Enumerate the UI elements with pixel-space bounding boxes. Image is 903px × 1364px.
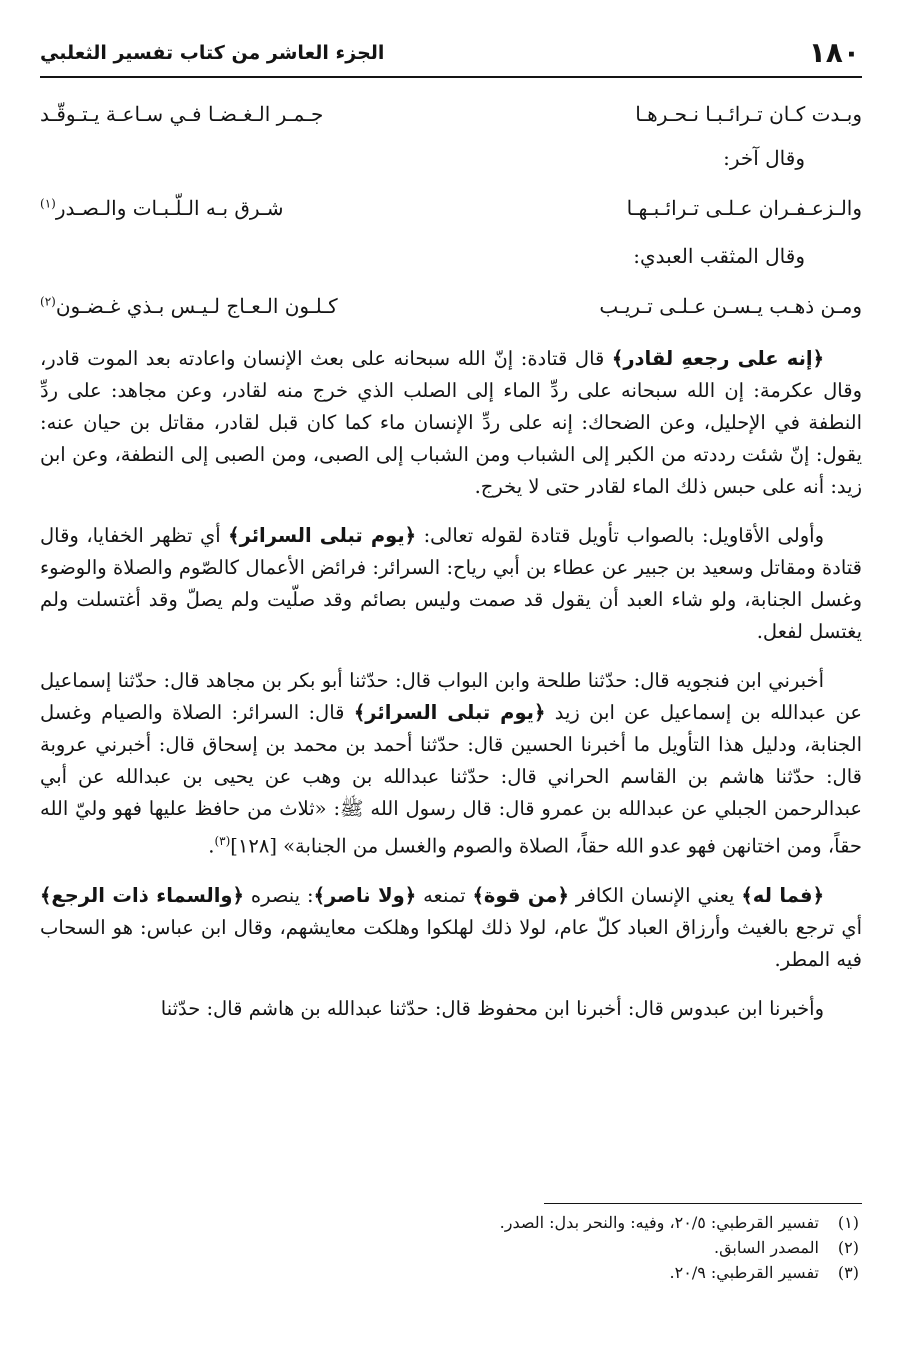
quran-quote: ﴿يوم تبلى السرائر﴾ — [228, 524, 417, 547]
poem-verse-1 — [40, 102, 862, 142]
paragraph-text: يعني الإنسان الكافر — [568, 883, 742, 907]
footnote-1 — [500, 1210, 859, 1235]
footnote-number: (٢) — [837, 1238, 859, 1257]
paragraph-end: . — [208, 834, 215, 858]
footnotes — [500, 1210, 859, 1285]
quran-quote: ﴿فما له﴾ — [741, 883, 824, 907]
paragraph-text: وأولى الأقاويل: بالصواب تأويل قتادة لقوله تعالى: — [416, 524, 824, 547]
commentary-body — [40, 343, 862, 1042]
header-rule — [40, 76, 862, 78]
verse-3-second-hemistich-text: كـلـون الـعـاج لـيـس بـذي غـضـون — [55, 294, 338, 318]
quran-quote: ﴿يوم تبلى السرائر﴾ — [353, 701, 546, 724]
footnote-3 — [500, 1260, 859, 1285]
paragraph-5 — [40, 993, 862, 1025]
running-title: الجزء العاشر من كتاب تفسير الثعلبي — [40, 42, 385, 64]
footnote-text: المصدر السابق. — [713, 1238, 819, 1257]
footnote-ref-2[interactable]: (٢) — [40, 294, 56, 309]
quran-quote: ﴿من قوة﴾ — [472, 883, 569, 907]
footnote-number: (١) — [837, 1213, 859, 1232]
footnote-number: (٣) — [837, 1263, 859, 1282]
verse-3-second-hemistich — [40, 294, 338, 318]
footnote-ref-3[interactable]: (٣) — [214, 834, 231, 848]
poem-verse-2 — [40, 196, 862, 236]
paragraph-text: أي تظهر الخفايا، وقال قتادة ومقاتل وسعيد بن جبير عن عطاء بن أبي رياح: السرائر: فرائض الأعمال كالصّوم والصلاة والوضوء وغسل الجنابة، ولو شاء العبد أن يقول قد صمت وليس بصائم وقد صلّيت ولم يصلّ وقد أغتسلت ولم يغتسل لفعل. — [40, 524, 862, 643]
footnote-separator — [544, 1203, 862, 1204]
quran-quote: ﴿والسماء ذات الرجع﴾ — [40, 883, 244, 907]
footnote-ref-1[interactable]: (١) — [40, 196, 56, 211]
footnote-text: تفسير القرطبي: ٢٠/٥، وفيه: والنحر بدل: الصدر. — [499, 1213, 819, 1232]
paragraph-4 — [40, 880, 862, 976]
verse-introduction-1: وقال آخر: — [723, 146, 805, 170]
poem-verse-3 — [40, 294, 862, 334]
verse-2-first-hemistich: والـزعـفـران عـلـى تـرائـبـهـا — [626, 196, 862, 220]
verse-1-first-hemistich: وبـدت كـان تـرائـبـا نـحـرهـا — [635, 102, 862, 126]
page-header — [40, 36, 862, 78]
paragraph-text: تمنعه — [416, 883, 473, 907]
quran-quote: ﴿إنه على رجعهِ لقادر﴾ — [611, 347, 824, 370]
paragraph-3 — [40, 665, 862, 863]
paragraph-text: : ينصره — [243, 883, 314, 907]
paragraph-text: وأخبرنا ابن عبدوس قال: أخبرنا ابن محفوظ قال: حدّثنا عبدالله بن هاشم قال: حدّثنا — [160, 996, 824, 1020]
paragraph-2 — [40, 520, 862, 648]
paragraph-text: قال قتادة: إنّ الله سبحانه على بعث الإنسان واعادته بعد الموت قادر، وقال عكرمة: إن الله سبحانه على ردِّ الماء إلى الصلب الذي خرج منه لقادر، وعن مجاهد: على ردِّ النطفة في الإحليل، وعن الضحاك: إنه على ردِّ الإنسان ماء كما كان قبل لقادر، مقاتل بن حيان عنه: يقول: إنّ شئت رددته من الكبر إلى الشباب ومن الشباب إلى الصبى، ومن الصبى إلى النطفة، وعن ابن زيد: أنه على حبس ذلك الماء لقادر حتى لا يخرج. — [40, 347, 862, 498]
paragraph-text: أي ترجع بالغيث وأرزاق العباد كلّ عام، لولا ذلك لهلكوا وهلكت معايشهم، وقال ابن عباس: هو السحاب فيه المطر. — [40, 915, 862, 971]
paragraph-text: أخبرني ابن فنجويه قال: حدّثنا طلحة وابن البواب قال: حدّثنا أبو بكر بن مجاهد قال: حدّثنا إسماعيل عن عبدالله بن إسماعيل عن ابن زيد — [40, 669, 863, 724]
page-number: ١٨٠ — [808, 36, 860, 69]
verse-2-second-hemistich-text: شـرق بـه الـلّـبـات والـصـدر — [55, 196, 284, 220]
paragraph-1 — [40, 343, 862, 503]
verse-3-first-hemistich: ومـن ذهـب يـسـن عـلـى تـريـب — [599, 294, 862, 318]
footnote-text: تفسير القرطبي: ٢٠/٩. — [669, 1263, 819, 1282]
verse-2-second-hemistich — [40, 196, 284, 220]
quran-quote: ﴿ولا ناصر﴾ — [313, 883, 417, 907]
footnote-2 — [500, 1235, 859, 1260]
verse-introduction-2: وقال المثقب العبدي: — [633, 244, 805, 268]
paragraph-text: قال: السرائر: الصلاة والصيام وغسل الجنابة، ودليل هذا التأويل ما أخبرنا الحسين قال: حدّثنا أحمد بن محمد بن إسحاق قال: أخبرني عروبة قال: حدّثنا هاشم بن القاسم الحراني قال: حدّثنا عبدالله بن وهب عن يحيى بن عبدالله عن أبي عبدالرحمن الجبلي عن عبدالله بن عمرو قال: قال رسول الله ﷺ: «ثلاث من حافظ عليها فهو وليّ الله حقاً، ومن اختانهن فهو عدو الله حقاً، الصلاة والصوم والغسل من الجنابة» [١٢٨] — [40, 701, 862, 858]
verse-1-second-hemistich: جـمـر الـغـضـا فـي سـاعـة يـتـوقّـد — [40, 102, 324, 126]
